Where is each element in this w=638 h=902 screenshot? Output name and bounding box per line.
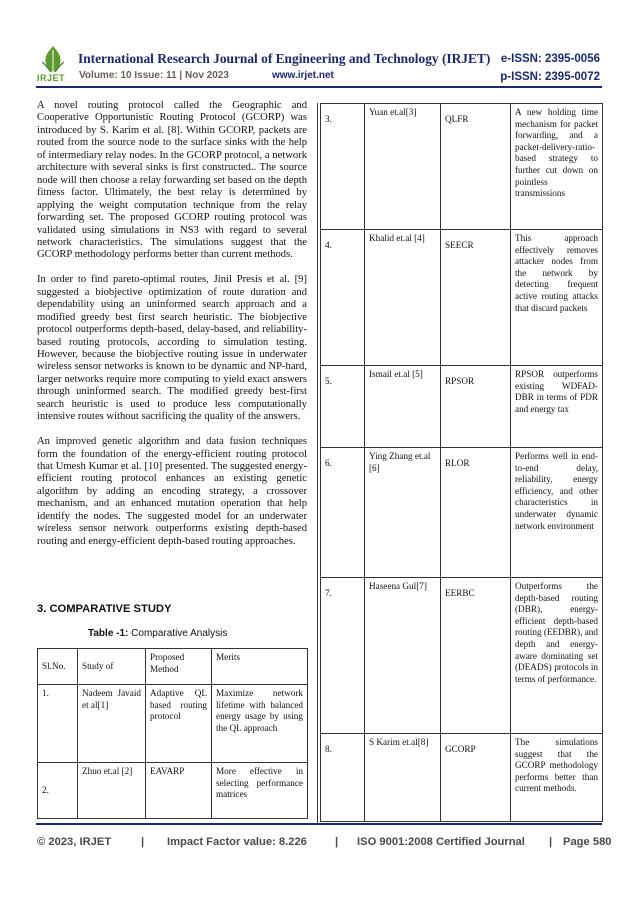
row-study: Ying Zhang et.al [6]: [365, 448, 441, 578]
website-link[interactable]: www.irjet.net: [272, 70, 334, 81]
left-column: [37, 100, 307, 561]
table-row: [38, 763, 308, 819]
comparison-table-left: [37, 648, 308, 819]
row-no: 1.: [38, 685, 78, 763]
row-study: Ismail et.al [5]: [365, 366, 441, 448]
table-caption-text: Comparative Analysis: [128, 628, 228, 639]
row-merits: Performs well in end-to-end delay, reliability, energy efficiency, and other characteristics in underwater dynamic network environment: [511, 448, 603, 578]
row-method: QLFR: [441, 104, 511, 230]
row-study: Haseena Gul[7]: [365, 578, 441, 734]
comparison-table-right: [320, 103, 603, 822]
pissn: p-ISSN: 2395-0072: [500, 71, 600, 83]
row-method: GCORP: [441, 734, 511, 822]
table-row: [321, 578, 603, 734]
row-merits: RPSOR outperforms existing WDFAD-DBR in terms of PDR and energy tax: [511, 366, 603, 448]
row-merits: A new holding time mechanism for packet forwarding, and a packet-delivery-ratio-based strategy to further cut down on pointless transmissions: [511, 104, 603, 230]
row-study: Zhuo et.al [2]: [78, 763, 146, 819]
table-row: [321, 104, 603, 230]
row-no: 5.: [321, 366, 365, 448]
row-no: 2.: [38, 763, 78, 819]
row-study: Yuan et.al[3]: [365, 104, 441, 230]
footer-separator: |: [549, 836, 553, 848]
table-caption: [88, 628, 227, 639]
row-merits: Maximize network lifetime with balanced energy usage by using the QL approach: [212, 685, 308, 763]
row-method: Adaptive QL based routing protocol: [146, 685, 212, 763]
table-row: [321, 230, 603, 366]
table-header-row: [38, 649, 308, 685]
header-slno: Sl.No.: [38, 649, 78, 685]
footer-page: Page 580: [563, 836, 612, 848]
table-row: [321, 734, 603, 822]
row-merits: This approach effectively removes attacker nodes from the network by detecting frequent active routing attacks that discard packets: [511, 230, 603, 366]
row-merits: The simulations suggest that the GCORP methodology performs better than current methods.: [511, 734, 603, 822]
column-divider: [317, 103, 318, 823]
row-no: 4.: [321, 230, 365, 366]
paragraph: In order to find pareto-optimal routes, Jinil Presis et al. [9] suggested a biobjective optimization of route duration and dependability using an uninformed search approach and a modified greedy best first search heuristic. The biobjective protocol outperforms depth-based, delay-based, and reliability-based routing protocols, according to simulation testing. However, because the biobjective routing issue in underwater wireless sensor networks is known to be dynamic and NP-hard, larger networks require more computing to yield exact answers through uninformed search. The modified greedy best-first search heuristic is used to produce less computationally intensive routes without sacrificing the quality of the answers.: [37, 274, 307, 423]
journal-title: International Research Journal of Engineering and Technology (IRJET): [78, 51, 491, 66]
row-merits: More effective in selecting performance matrices: [212, 763, 308, 819]
row-merits: Outperforms the depth-based routing (DBR), energy-efficient depth-based routing (EEDBR), and depth and energy-aware dominating set (DEADS) protocols in terms of performance.: [511, 578, 603, 734]
footer-separator: |: [335, 836, 339, 848]
row-method: EAVARP: [146, 763, 212, 819]
footer-separator: |: [141, 836, 145, 848]
footer-impact: Impact Factor value: 8.226: [167, 836, 307, 848]
row-method: EERBC: [441, 578, 511, 734]
row-study: S Karim et.al[8]: [365, 734, 441, 822]
eissn: e-ISSN: 2395-0056: [500, 53, 600, 65]
volume-info: Volume: 10 Issue: 11 | Nov 2023: [79, 70, 229, 81]
logo-text: IRJET: [37, 73, 66, 83]
row-study: Khalid et.al [4]: [365, 230, 441, 366]
paragraph: A novel routing protocol called the Geographic and Cooperative Opportunistic Routing Protocol (GCORP) was introduced by S. Karim et al. [8]. Within GCORP, packets are routed from the source node to the surface sinks with the help of intermediary relay nodes. In the GCORP protocol, a network architecture with several sinks is first constructed.. The source node will then choose a relay forwarding set based on the depth fitness factor. Ultimately, the best relay is determined by applying the weight computation technique from the relay forwarding set. The proposed GCORP routing protocol was validated using simulations in NS3 with regard to several network characteristics. The simulations suggest that the GCORP methodology performs better than current methods.: [37, 100, 307, 261]
row-study: Nadeem Javaid et al[1]: [78, 685, 146, 763]
row-method: RLOR: [441, 448, 511, 578]
header-study: Study of: [78, 649, 146, 685]
footer-iso: ISO 9001:2008 Certified Journal: [357, 836, 525, 848]
table-row: [321, 448, 603, 578]
row-no: 6.: [321, 448, 365, 578]
row-method: RPSOR: [441, 366, 511, 448]
table-row: [38, 685, 308, 763]
section-heading: 3. COMPARATIVE STUDY: [37, 603, 172, 615]
footer-rule: [36, 823, 602, 825]
table-row: [321, 366, 603, 448]
row-no: 3.: [321, 104, 365, 230]
header-merits: Merits: [212, 649, 308, 685]
header-method: Proposed Method: [146, 649, 212, 685]
row-no: 7.: [321, 578, 365, 734]
table-caption-label: Table -1:: [88, 628, 129, 639]
paragraph: An improved genetic algorithm and data fusion techniques form the foundation of the energy-efficient routing protocol that Umesh Kumar et al. [10] presented. The suggested energy-efficient routing protocol enhances an existing genetic algorithm by adding an encoding strategy, a crossover mechanism, and an enhanced mutation operation that help identify the nodes. The suggested model for an underwater wireless sensor network outperforms existing depth-based routing and energy-efficient depth-based routing approaches.: [37, 436, 307, 547]
footer-copyright: © 2023, IRJET: [37, 836, 112, 848]
row-method: SEECR: [441, 230, 511, 366]
header-rule: [36, 86, 602, 88]
row-no: 8.: [321, 734, 365, 822]
